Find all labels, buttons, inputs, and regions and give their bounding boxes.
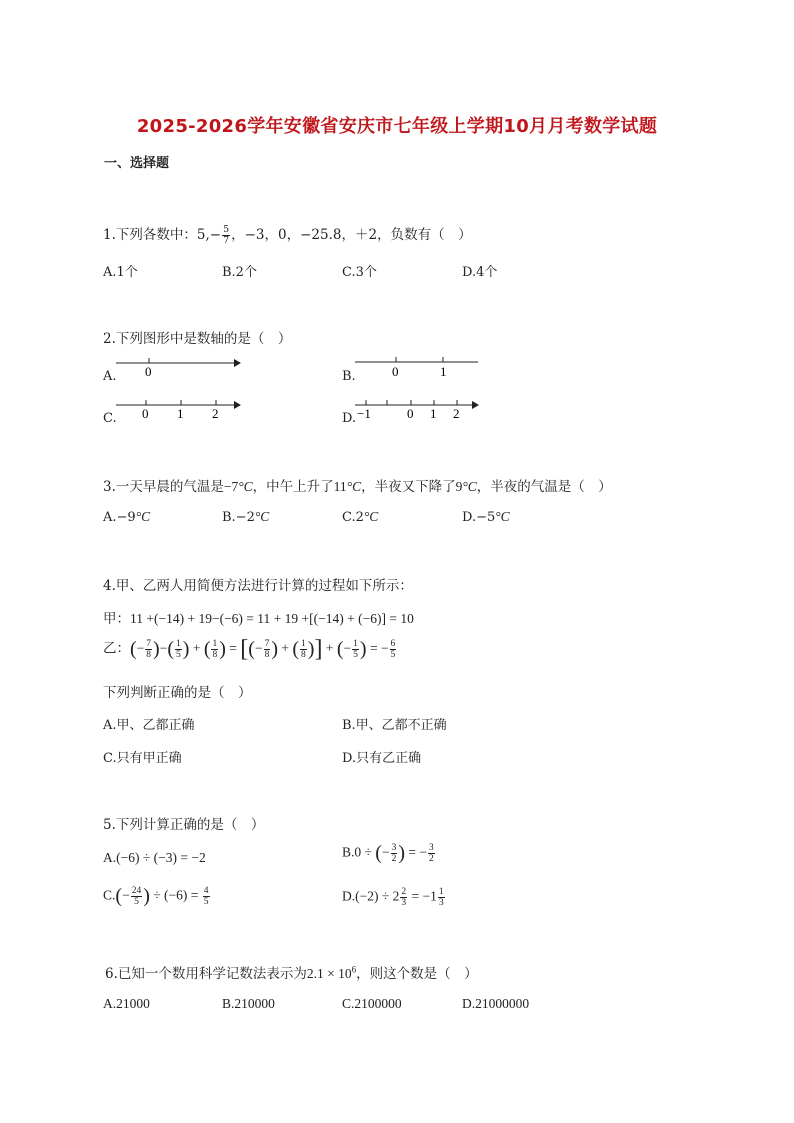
q6-scientific: [307, 966, 356, 981]
q4-jia-line: [103, 607, 414, 627]
q4-yi-frac-5-num: 1: [301, 639, 306, 649]
q3-temp-3-unit: °C: [462, 479, 477, 494]
q4-yi-frac-1: [145, 639, 152, 660]
q3-option-d[interactable]: [462, 509, 510, 525]
q3-text-1: 3.一天早晨的气温是: [103, 479, 224, 495]
q6-exponent: 6: [351, 964, 357, 975]
q1-option-c[interactable]: C.3个: [342, 265, 377, 280]
q5-option-d-middle: = −1: [411, 888, 437, 904]
q4-yi-frac-2-den: 5: [176, 650, 181, 660]
q2-option-a-letter[interactable]: A.: [103, 369, 117, 384]
q4-yi-result-den: 5: [390, 650, 396, 660]
q5-c-frac-2-den: 5: [203, 897, 209, 907]
q2-axis-b-label-0: 0: [392, 364, 399, 379]
question-4-stem: 4.甲、乙两人用简便方法进行计算的过程如下所示：: [103, 578, 413, 594]
q1-prefix: 1.下列各数中：5,: [103, 227, 210, 243]
q2-axis-c-label-2: 2: [212, 406, 219, 421]
q2-axis-a: [114, 352, 244, 382]
q6-option-a[interactable]: A.21000: [103, 996, 150, 1011]
q3-temp-2-unit: °C: [346, 479, 362, 494]
q1-fraction: [222, 225, 230, 246]
q5-c-frac-2: [203, 886, 210, 907]
q5-d-frac-1-den: 3: [401, 898, 407, 908]
q5-option-a[interactable]: A.(−6) ÷ (−3) = −2: [103, 850, 206, 865]
q6-option-b[interactable]: B.210000: [222, 996, 275, 1011]
q6-option-d[interactable]: D.21000000: [462, 996, 530, 1011]
q6-scientific-base: 2.1 × 10: [306, 966, 352, 981]
q4-yi-frac-2: [175, 639, 182, 660]
q5-b-frac-2-den: 2: [429, 854, 434, 864]
q2-option-d-letter[interactable]: D.: [342, 411, 357, 426]
q2-axis-b-label-1: 1: [440, 364, 447, 379]
q4-yi-frac-1-num: 7: [146, 639, 152, 649]
q5-option-c-middle: ÷ (−6) =: [153, 887, 199, 903]
q5-d-frac-1-num: 2: [401, 887, 407, 897]
q1-option-a[interactable]: A.1个: [103, 265, 138, 280]
q6-suffix: ，则这个数是（ ）: [356, 966, 478, 982]
q5-d-frac-2-num: 1: [438, 887, 444, 897]
q3-option-b-unit: °C: [254, 509, 270, 524]
q5-c-frac-1-den: 5: [134, 897, 139, 907]
q5-b-frac-2-num: 3: [429, 843, 434, 853]
q2-axis-c-label-0: 0: [142, 406, 149, 421]
q5-option-d[interactable]: [342, 887, 446, 908]
q6-prefix: 6.已知一个数用科学记数法表示为: [105, 966, 307, 982]
question-5-stem: 5.下列计算正确的是（ ）: [103, 817, 265, 833]
q5-option-b-prefix: B.0 ÷: [342, 844, 372, 860]
q2-option-b-letter[interactable]: B.: [342, 369, 356, 384]
q1-frac-den: 7: [223, 235, 230, 246]
q5-d-frac-2-den: 3: [438, 898, 444, 908]
q2-axis-d-label-0: 0: [407, 406, 414, 421]
q1-frac-num: 5: [223, 224, 230, 235]
q4-yi-frac-4-num: 7: [264, 639, 270, 649]
q4-yi-frac-6-den: 5: [353, 650, 358, 660]
q3-option-b[interactable]: [222, 509, 269, 525]
question-1-stem: [103, 223, 472, 246]
q2-axis-d: [354, 396, 484, 426]
q3-option-c[interactable]: [342, 509, 378, 525]
question-2-stem: 2.下列图形中是数轴的是（ ）: [103, 331, 292, 347]
q3-temp-1-value: −7: [223, 479, 239, 494]
q4-option-b[interactable]: B.甲、乙都不正确: [342, 718, 447, 733]
q1-option-d[interactable]: D.4个: [462, 265, 498, 280]
q4-yi-frac-3-den: 8: [212, 650, 218, 660]
q5-d-frac-2: [438, 887, 445, 908]
q4-yi-result: [390, 639, 397, 660]
q4-option-a[interactable]: A.甲、乙都正确: [103, 718, 195, 733]
page-title: 2025-2026学年安徽省安庆市七年级上学期10月月考数学试题: [136, 116, 658, 137]
q3-temp-2: [334, 479, 361, 494]
q4-yi-result-num: 6: [390, 639, 396, 649]
q4-yi-frac-3-num: 1: [212, 639, 218, 649]
q3-option-a[interactable]: [103, 509, 150, 525]
q3-temp-1: [224, 479, 253, 494]
q5-b-frac-1-num: 3: [391, 843, 397, 853]
question-3-stem: [103, 475, 612, 495]
q4-judge: 下列判断正确的是（ ）: [103, 685, 252, 701]
question-6-stem: [105, 962, 478, 982]
q5-c-frac-2-num: 4: [203, 886, 209, 896]
q5-option-b[interactable]: B.0 ÷ (− $\frac{3}{2}$ ) = − $\frac{3}{2}$: [342, 842, 434, 864]
q3-option-c-unit: °C: [363, 509, 379, 524]
q4-yi-frac-4: [264, 639, 271, 660]
q4-option-c[interactable]: C.只有甲正确: [103, 751, 182, 766]
q3-text-4: ，半夜的气温是（ ）: [476, 479, 612, 495]
q2-option-c-letter[interactable]: C.: [103, 411, 117, 426]
q5-option-d-prefix: D.(−2) ÷ 2: [342, 888, 400, 904]
q5-b-frac-1: [391, 843, 398, 864]
q3-option-b-value: B.−2: [222, 510, 255, 525]
q2-axis-c: [114, 396, 244, 426]
q5-b-frac-2: [428, 843, 435, 864]
q6-option-c[interactable]: C.2100000: [342, 996, 402, 1011]
q5-d-frac-1: [400, 887, 407, 908]
q5-option-c-prefix: C.: [103, 887, 116, 903]
q4-yi-label: 乙：: [103, 640, 130, 657]
q2-axis-d-label-1: 1: [430, 406, 437, 421]
q4-yi-frac-5: [300, 639, 307, 660]
q4-yi-frac-6: [352, 639, 359, 660]
q3-temp-3: [456, 479, 477, 494]
q3-temp-1-unit: °C: [238, 479, 253, 494]
q2-axis-c-label-1: 1: [177, 406, 184, 421]
q5-c-frac-1: [131, 886, 143, 907]
q4-jia-expression: 11 +(−14) + 19−(−6) = 11 + 19 +[(−14) + (−6)] = 10: [130, 611, 414, 626]
q3-option-c-value: C.2: [342, 510, 364, 525]
q4-yi-line: 乙：(− $\frac{7}{8}$ )−( $\frac{1}{5}$ ) + ( $\frac{1}{8}$ ) = [(− $\frac{7}{8}$ ) + ( $\frac{1}{8}$ )] + (− $\frac{1}{5}$ ) = − $\frac{6}{5}$: [103, 636, 396, 662]
q3-option-a-value: A.−9: [103, 510, 136, 525]
q3-option-d-value: D.−5: [462, 510, 496, 525]
q2-axis-d-label-neg1: −1: [357, 406, 371, 421]
q3-option-a-unit: °C: [135, 509, 151, 524]
q4-yi-frac-3: [211, 639, 218, 660]
q4-jia-label: 甲：: [103, 611, 130, 627]
q4-yi-frac-5-den: 8: [301, 650, 306, 660]
q3-text-2: ，中午上升了: [252, 479, 334, 495]
q3-option-d-unit: °C: [495, 509, 510, 524]
q1-option-b[interactable]: B.2个: [222, 265, 257, 280]
q1-rest: ，−3，0，−25.8，＋2，负数有（ ）: [231, 227, 472, 243]
q4-yi-frac-6-num: 1: [353, 639, 358, 649]
q5-option-c[interactable]: C.(− $\frac{24}{5}$ ) ÷ (−6) = $\frac{4}{5}$: [103, 885, 209, 907]
q4-option-d[interactable]: D.只有乙正确: [342, 751, 422, 766]
q5-c-frac-1-num: 24: [131, 886, 142, 896]
section-heading: 一、选择题: [104, 156, 170, 171]
q4-yi-frac-1-den: 8: [146, 650, 152, 660]
q4-yi-frac-4-den: 8: [264, 650, 270, 660]
q2-axis-a-label-0: 0: [145, 364, 152, 379]
q2-axis-b: [354, 352, 484, 382]
q3-temp-3-value: 9: [455, 479, 463, 494]
q3-text-3: ，半夜又下降了: [361, 479, 456, 495]
q4-yi-frac-2-num: 1: [176, 639, 181, 649]
q5-b-frac-1-den: 2: [391, 854, 397, 864]
q1-frac-sign: −: [209, 227, 222, 243]
q3-temp-2-value: 11: [333, 479, 347, 494]
q2-axis-d-label-2: 2: [453, 406, 460, 421]
